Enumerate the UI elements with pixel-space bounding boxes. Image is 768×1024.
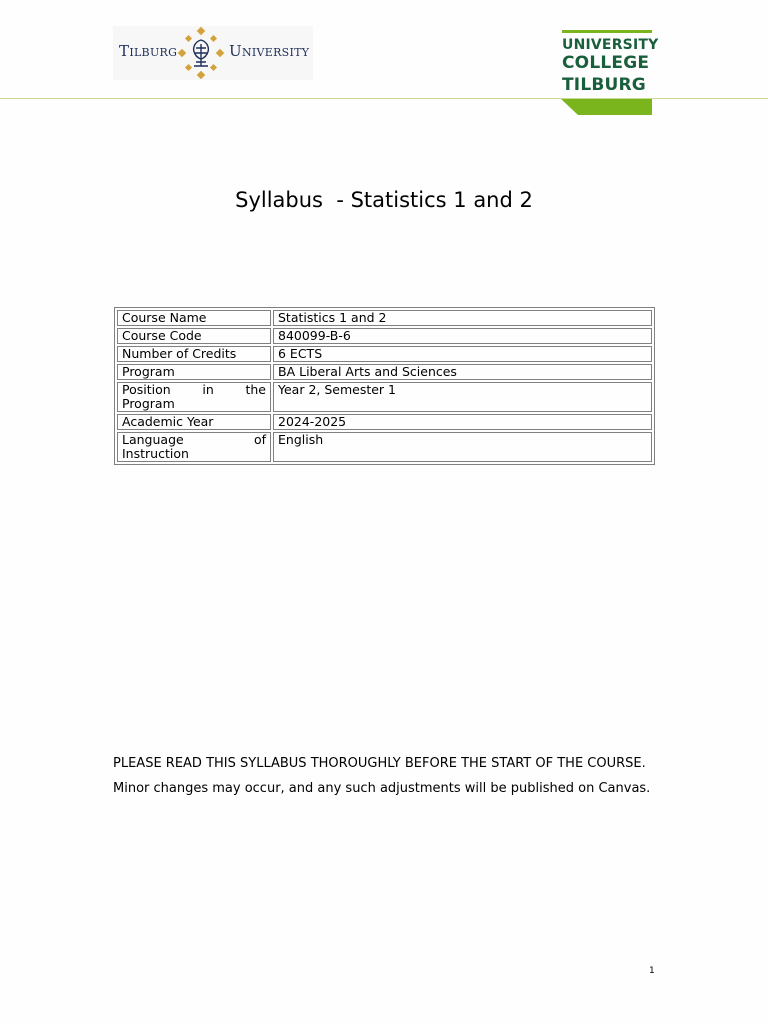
row-label: Academic Year bbox=[117, 414, 271, 430]
row-label-word: in bbox=[202, 382, 214, 397]
row-label-line bbox=[122, 433, 266, 447]
row-label-word: of bbox=[253, 432, 266, 447]
logo-accent-bar bbox=[562, 30, 652, 33]
tilburg-university-logo bbox=[113, 26, 313, 80]
logo-line-college: COLLEGE bbox=[562, 53, 650, 73]
row-label-word: Position bbox=[122, 382, 171, 397]
row-label-word: Language bbox=[122, 432, 184, 447]
row-value: 2024-2025 bbox=[273, 414, 652, 430]
document-title: Syllabus - Statistics 1 and 2 bbox=[235, 188, 533, 212]
row-value: Statistics 1 and 2 bbox=[273, 310, 652, 326]
course-info-table bbox=[114, 307, 655, 465]
notice-minor-changes: Minor changes may occur, and any such adjustments will be published on Canvas. bbox=[113, 781, 651, 796]
row-value: English bbox=[273, 432, 652, 462]
row-value: 6 ECTS bbox=[273, 346, 652, 362]
row-label-line bbox=[122, 383, 266, 397]
row-label: Course Name bbox=[117, 310, 271, 326]
row-label-word: the bbox=[245, 382, 266, 397]
row-label: Course Code bbox=[117, 328, 271, 344]
table-row bbox=[117, 310, 652, 326]
row-label: Number of Credits bbox=[117, 346, 271, 362]
tilburg-emblem-icon bbox=[177, 26, 225, 80]
table-row bbox=[117, 346, 652, 362]
row-value: BA Liberal Arts and Sciences bbox=[273, 364, 652, 380]
row-label-line: Program bbox=[122, 396, 175, 411]
syllabus-notice bbox=[113, 751, 654, 801]
row-label bbox=[117, 432, 271, 462]
page-number: 1 bbox=[649, 966, 655, 976]
logo-line-university: UNIVERSITY bbox=[562, 37, 659, 53]
table-row bbox=[117, 364, 652, 380]
table-row bbox=[117, 414, 652, 430]
table-row bbox=[117, 432, 652, 462]
table-row bbox=[117, 382, 652, 412]
notice-read-thoroughly: PLEASE READ THIS SYLLABUS THOROUGHLY BEFORE THE START OF THE COURSE. bbox=[113, 756, 646, 771]
row-label-line: Instruction bbox=[122, 446, 189, 461]
row-label: Program bbox=[117, 364, 271, 380]
tilburg-word: TILBURG bbox=[119, 42, 178, 60]
university-college-tilburg-logo bbox=[560, 30, 659, 116]
table-row bbox=[117, 328, 652, 344]
row-value: 840099-B-6 bbox=[273, 328, 652, 344]
row-label bbox=[117, 382, 271, 412]
row-value: Year 2, Semester 1 bbox=[273, 382, 652, 412]
header-divider bbox=[0, 98, 768, 99]
university-word: UNIVERSITY bbox=[229, 42, 310, 60]
logo-line-tilburg: TILBURG bbox=[562, 75, 646, 95]
logo-green-wedge-icon bbox=[560, 98, 652, 115]
